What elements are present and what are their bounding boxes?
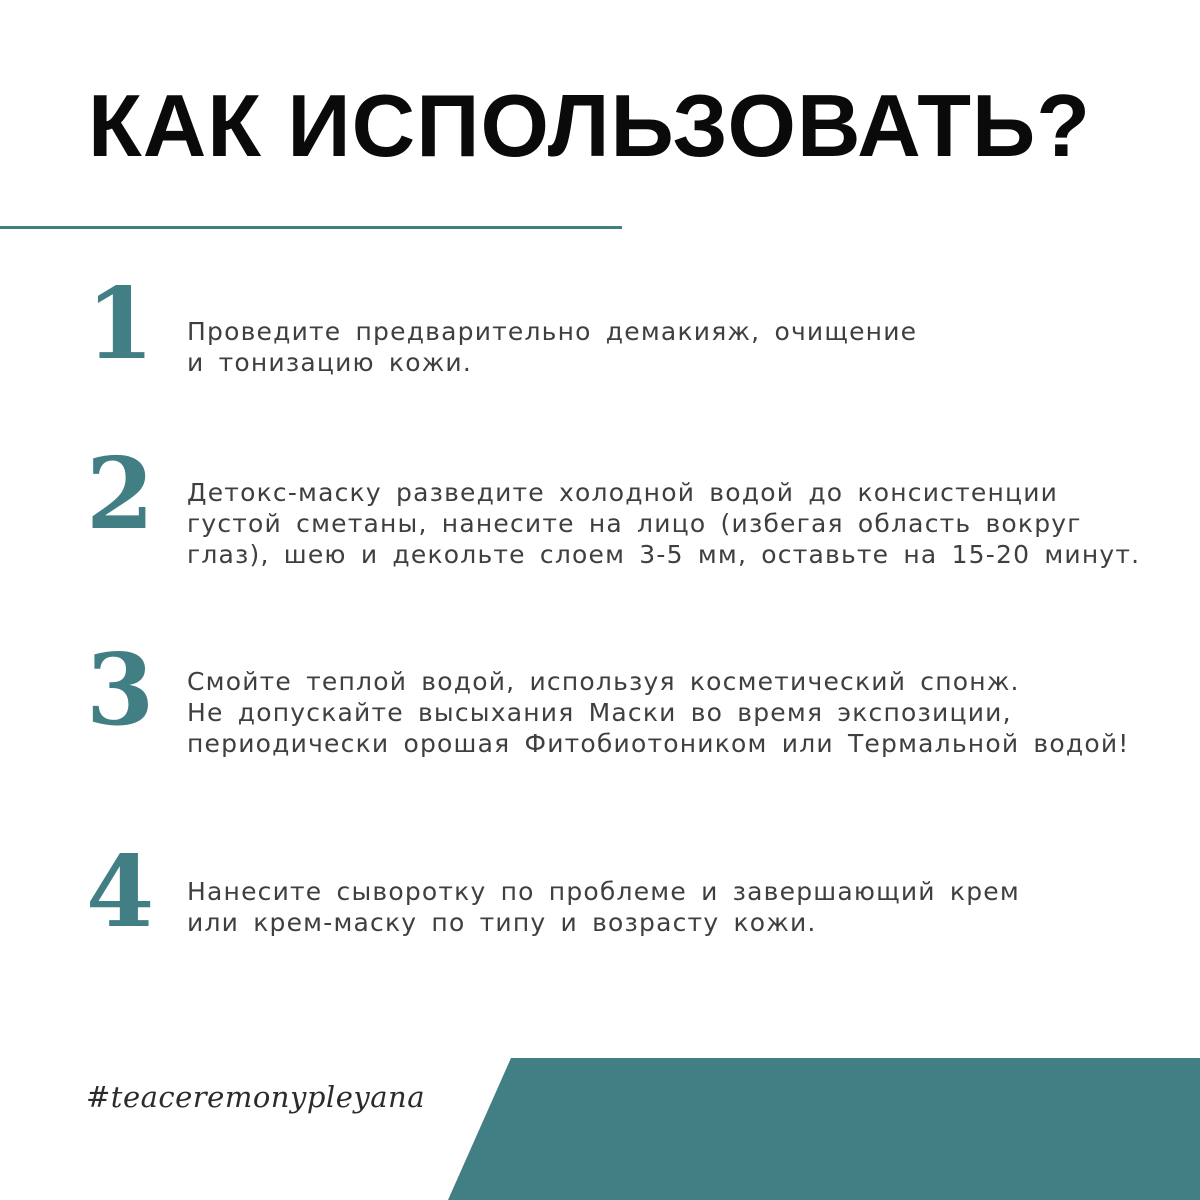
page-title: КАК ИСПОЛЬЗОВАТЬ? — [88, 76, 1092, 175]
step-text-line: Детокс-маску разведите холодной водой до консистенции — [187, 478, 1059, 507]
step-text-line: глаз), шею и декольте слоем 3-5 мм, оставьте на 15-20 минут. — [187, 540, 1141, 569]
step-text-line: или крем-маску по типу и возрасту кожи. — [187, 908, 817, 937]
corner-band-shape — [448, 1058, 1200, 1200]
step-text-line: Не допускайте высыхания Маски во время экспозиции, — [187, 698, 1012, 727]
step-number: 2 — [86, 437, 155, 552]
step-number: 1 — [86, 267, 155, 382]
step-text-line: и тонизацию кожи. — [187, 348, 473, 377]
step-text-line: периодически орошая Фитобиотоником или Термальной водой! — [187, 729, 1130, 758]
step-text-line: Проведите предварительно демакияж, очищение — [187, 317, 918, 346]
step-text-line: Нанесите сыворотку по проблеме и завершающий крем — [187, 877, 1020, 906]
step-text-line: густой сметаны, нанесите на лицо (избегая область вокруг — [187, 509, 1082, 538]
step-number: 3 — [86, 633, 155, 748]
step-text-line: Смойте теплой водой, используя косметический спонж. — [187, 667, 1020, 696]
hashtag: #teaceremonypleyana — [86, 1080, 425, 1114]
step-number: 4 — [86, 835, 155, 950]
